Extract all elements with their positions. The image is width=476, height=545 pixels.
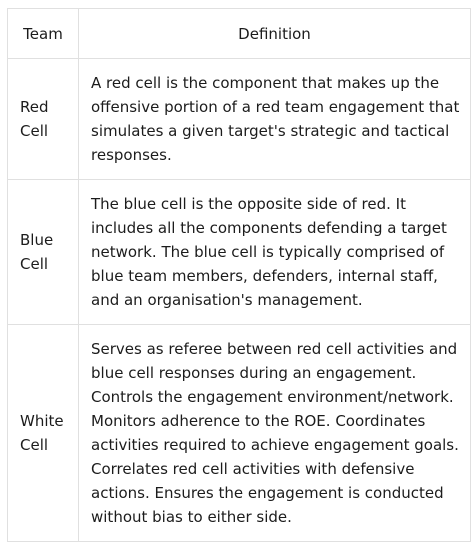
- team-name-line-1: Red: [20, 98, 49, 116]
- table-row-white-cell: [8, 325, 471, 542]
- team-name-line-2: Cell: [20, 122, 49, 140]
- header-row: [8, 9, 471, 59]
- definition-cell-red: A red cell is the component that makes up the offensive portion of a red team engagement that simulates a given target's strategic and tactical responses.: [79, 59, 471, 180]
- team-name-line-1: White: [20, 412, 64, 430]
- team-name-line-2: Cell: [20, 436, 49, 454]
- header-definition: Definition: [79, 9, 471, 59]
- table-body: [8, 59, 471, 542]
- definition-cell-blue: The blue cell is the opposite side of red. It includes all the components defending a target network. The blue cell is typically comprised of blue team members, defenders, internal staff, and an organisation's management.: [79, 180, 471, 325]
- team-definitions-table: [7, 8, 471, 542]
- team-cell-red: [8, 59, 79, 180]
- team-name-line-2: Cell: [20, 255, 49, 273]
- team-cell-white: [8, 325, 79, 542]
- table-header: [8, 9, 471, 59]
- table-row-red-cell: [8, 59, 471, 180]
- team-cell-blue: [8, 180, 79, 325]
- team-name-line-1: Blue: [20, 231, 54, 249]
- table-row-blue-cell: [8, 180, 471, 325]
- definition-cell-white: Serves as referee between red cell activities and blue cell responses during an engagement. Controls the engagement environment/network. Monitors adherence to the ROE. Coordinates activities required to achieve engagement goals. Correlates red cell activities with defensive actions. Ensures the engagement is conducted without bias to either side.: [79, 325, 471, 542]
- header-team: Team: [8, 9, 79, 59]
